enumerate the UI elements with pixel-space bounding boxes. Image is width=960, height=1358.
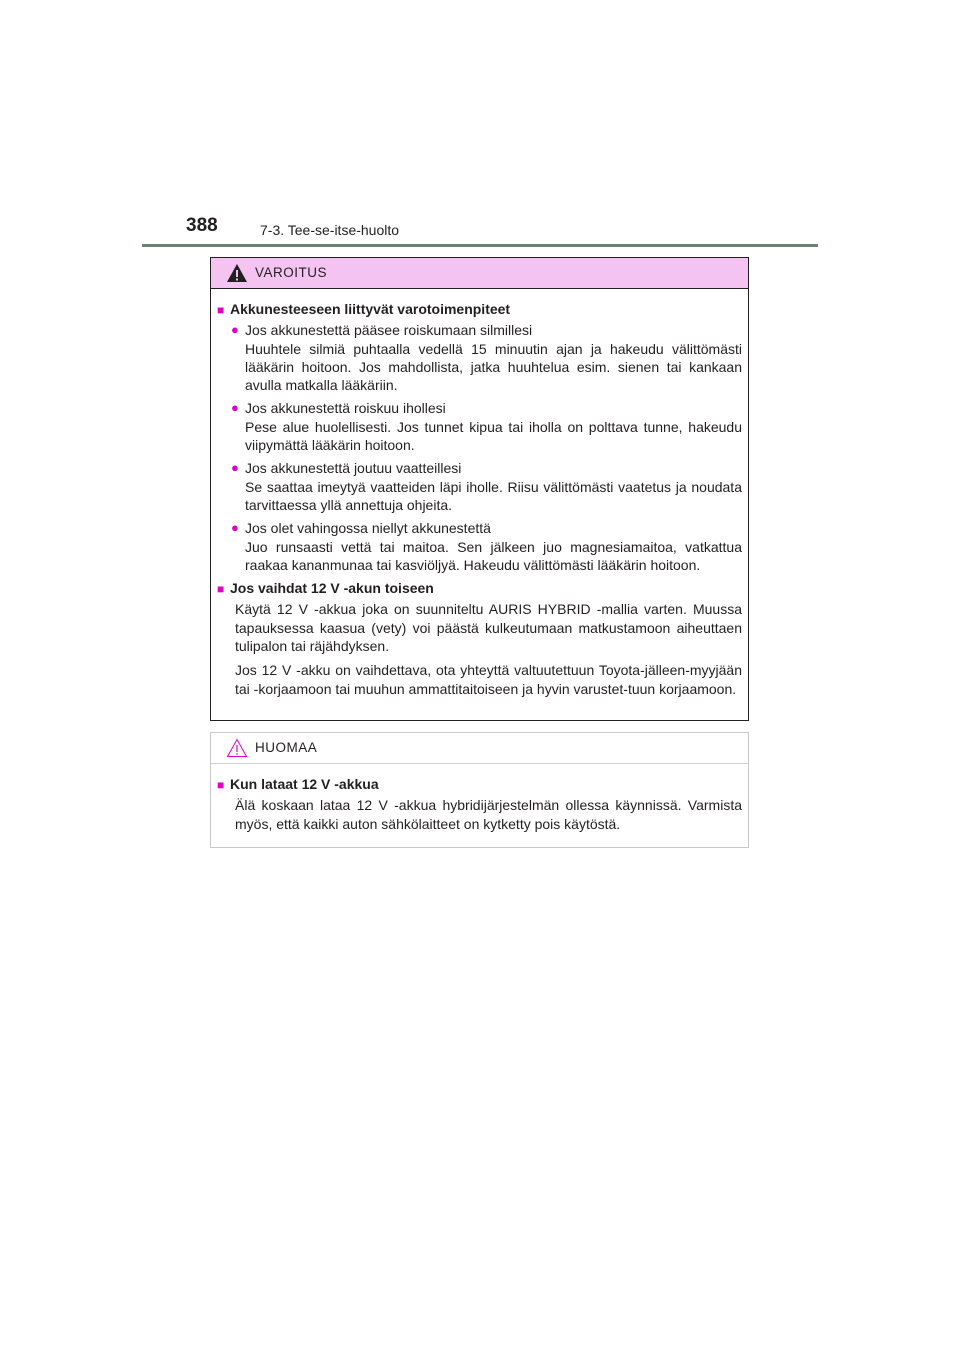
- bullet-text: Se saattaa imeytyä vaatteiden läpi iholle. Riisu välittömästi vaatetus ja noudata tarvittaessa yllä annettuja ohjeita.: [245, 478, 742, 513]
- note-header: [211, 733, 748, 764]
- warning-section-battery-replace: [217, 579, 742, 698]
- note-section-charging: [217, 775, 742, 833]
- square-bullet-icon: ■: [217, 582, 225, 597]
- paragraph: Jos 12 V -akku on vaihdettava, ota yhteyttä valtuutettuun Toyota-jälleen-myyjään tai -korjaamoon tai muuhun ammattitaitoiseen ja hyvin varustet-tuun korjaamoon.: [235, 662, 742, 697]
- warning-triangle-icon: [226, 263, 248, 283]
- paragraph: Älä koskaan lataa 12 V -akkua hybridijärjestelmän ollessa käynnissä. Varmista myös, että kaikki auton sähkölaitteet on kytketty pois käytöstä.: [235, 797, 742, 832]
- circle-bullet-icon: ●: [231, 460, 239, 476]
- list-item: [231, 399, 742, 454]
- note-label: HUOMAA: [255, 740, 318, 755]
- warning-box: [210, 257, 749, 721]
- warning-label: VAROITUS: [255, 265, 328, 280]
- bullet-text: Huuhtele silmiä puhtaalla vedellä 15 minuutin ajan ja hakeudu välittömästi lääkärin hoitoon. Jos mahdollista, jatka huuhtelua esim. sienen tai kankaan avulla matkalla lääkäriin.: [245, 340, 742, 394]
- bullet-title: Jos akkunestettä pääsee roiskumaan silmillesi: [245, 322, 533, 339]
- header-rule: [142, 244, 818, 247]
- list-item: [231, 459, 742, 514]
- bullet-text: Juo runsaasti vettä tai maitoa. Sen jälkeen juo magnesiamaitoa, vatkattua raakaa kananmunaa tai kasviöljyä. Hakeudu välittömästi lääkärin hoitoon.: [245, 538, 742, 573]
- bullet-title: Jos olet vahingossa niellyt akkunestettä: [245, 520, 491, 537]
- note-box: [210, 732, 749, 848]
- section-title: 7-3. Tee-se-itse-huolto: [260, 222, 400, 238]
- section-heading: ■ Akkunesteeseen liittyvät varotoimenpiteet: [217, 300, 742, 319]
- circle-bullet-icon: ●: [231, 520, 239, 536]
- circle-bullet-icon: ●: [231, 322, 239, 338]
- section-heading: ■ Kun lataat 12 V -akkua: [217, 775, 742, 794]
- note-body: [211, 764, 748, 833]
- paragraph: Käytä 12 V -akkua joka on suunniteltu AURIS HYBRID -mallia varten. Muussa tapauksessa kaasua (vety) voi päästä kulkeutumaan matkustamoon aiheuttaen tulipalon tai räjähdyksen.: [235, 601, 742, 655]
- list-item: [231, 321, 742, 394]
- caution-outline-triangle-icon: [226, 738, 248, 758]
- warning-body: [211, 289, 748, 698]
- bullet-text: Pese alue huolellisesti. Jos tunnet kipua tai iholla on polttava tunne, hakeudu viipymättä lääkärin hoitoon.: [245, 418, 742, 454]
- bullet-title: Jos akkunestettä joutuu vaatteillesi: [245, 460, 462, 477]
- page-number: 388: [186, 215, 218, 236]
- warning-section-electrolyte: [217, 300, 742, 574]
- square-bullet-icon: ■: [217, 303, 225, 317]
- page-header: [0, 0, 960, 250]
- square-bullet-icon: ■: [217, 778, 225, 792]
- list-item: [231, 519, 742, 574]
- warning-header: [211, 258, 748, 289]
- circle-bullet-icon: ●: [231, 400, 239, 416]
- section-heading: ■ Jos vaihdat 12 V -akun toiseen: [217, 579, 742, 598]
- bullet-title: Jos akkunestettä roiskuu ihollesi: [245, 400, 446, 417]
